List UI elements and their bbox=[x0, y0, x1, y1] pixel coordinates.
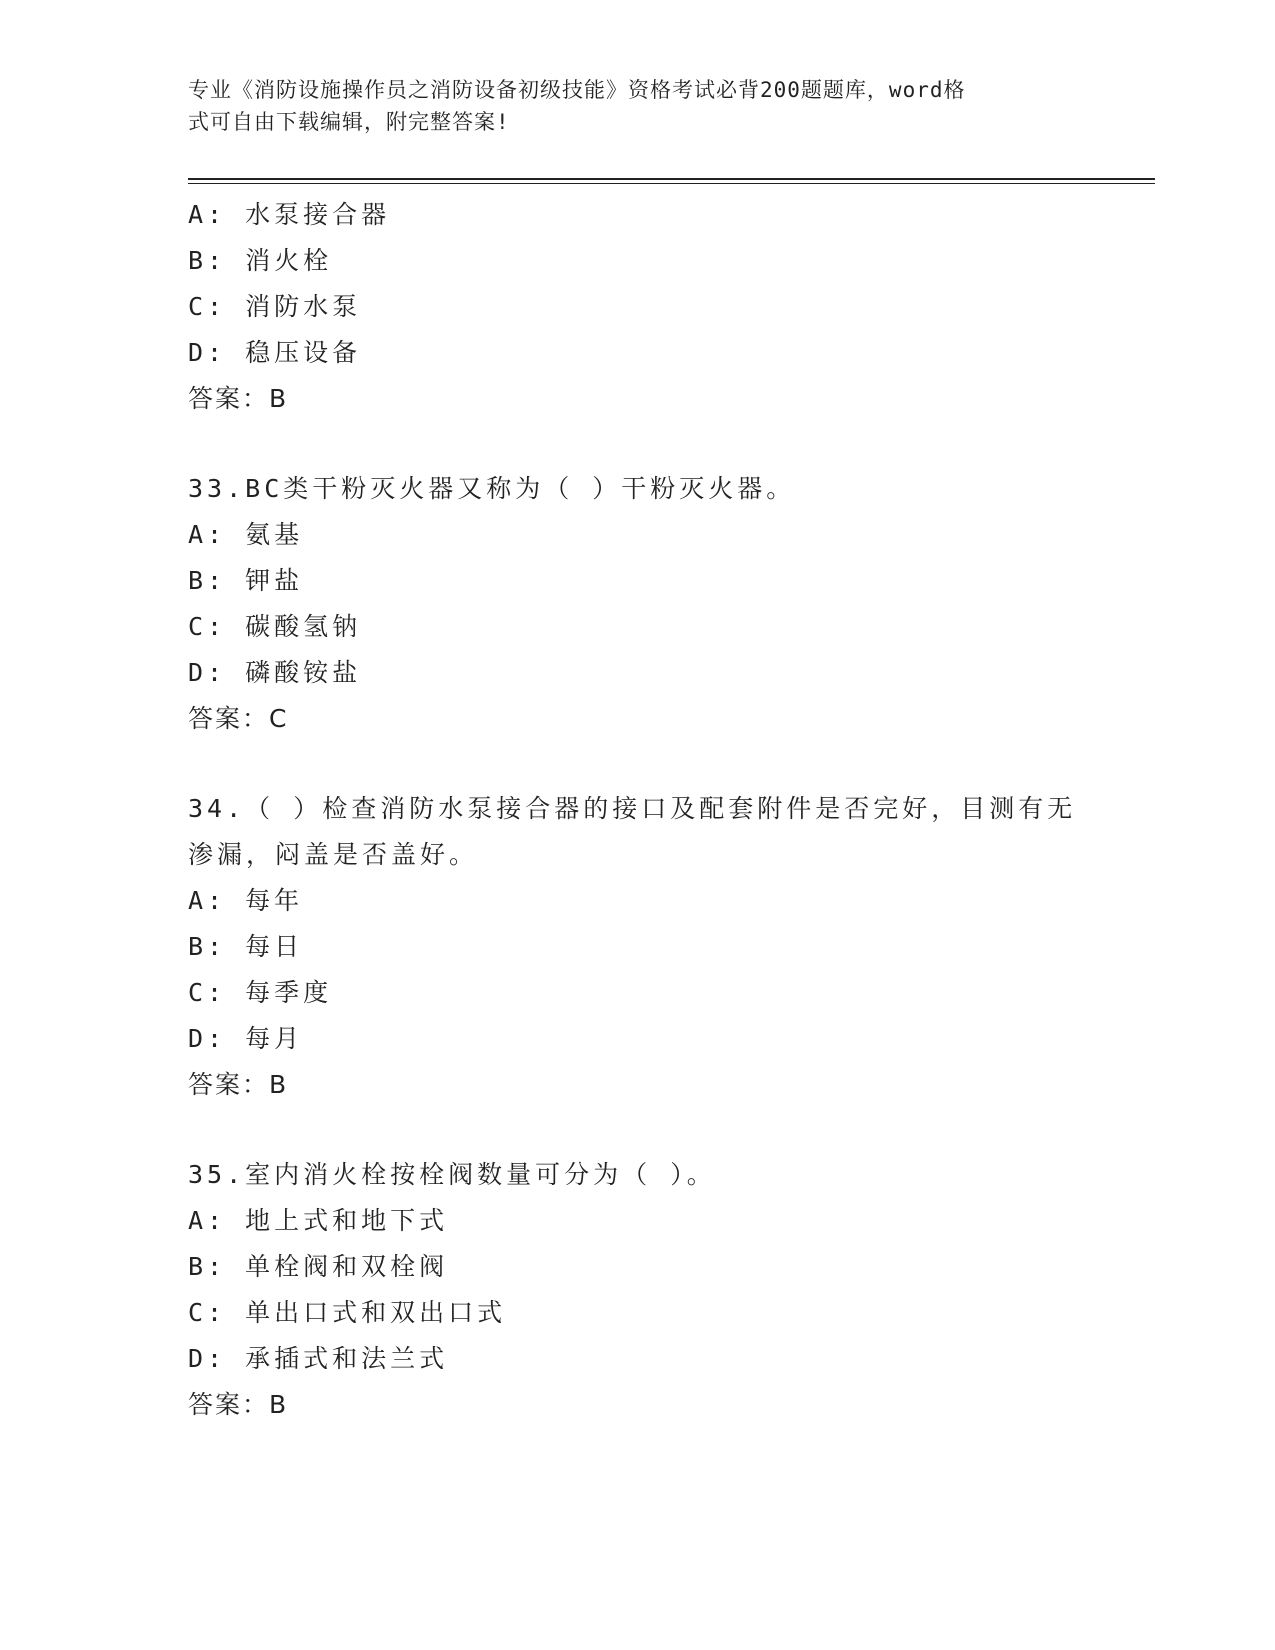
option-a: A: 每年 bbox=[188, 886, 304, 915]
option-c: C: 碳酸氢钠 bbox=[188, 612, 362, 641]
option-d: D: 磷酸铵盐 bbox=[188, 658, 362, 687]
header-line-2: 式可自由下载编辑，附完整答案! bbox=[188, 110, 510, 134]
question-title-line-2: 渗漏，闷盖是否盖好。 bbox=[188, 840, 479, 869]
header-rule-thick bbox=[188, 178, 1155, 180]
question-34 bbox=[188, 786, 1088, 1108]
option-b: B: 钾盐 bbox=[188, 566, 304, 595]
header-rule-thin bbox=[188, 183, 1155, 184]
question-title: 35.室内消火栓按栓阀数量可分为（ ）。 bbox=[188, 1160, 716, 1189]
answer: 答案：C bbox=[188, 704, 289, 733]
spacer bbox=[188, 742, 1088, 786]
question-title-line-1: 34.（ ）检查消防水泵接合器的接口及配套附件是否完好，目测有无 bbox=[188, 794, 1077, 823]
option-c: C: 单出口式和双出口式 bbox=[188, 1298, 507, 1327]
spacer bbox=[188, 1108, 1088, 1152]
option-a: A: 地上式和地下式 bbox=[188, 1206, 449, 1235]
question-33 bbox=[188, 466, 1088, 742]
spacer bbox=[188, 422, 1088, 466]
option-c: C: 每季度 bbox=[188, 978, 333, 1007]
answer: 答案：B bbox=[188, 384, 289, 413]
option-b: B: 单栓阀和双栓阀 bbox=[188, 1252, 449, 1281]
option-d: D: 每月 bbox=[188, 1024, 304, 1053]
answer: 答案：B bbox=[188, 1390, 289, 1419]
question-title: 33.BC类干粉灭火器又称为（ ）干粉灭火器。 bbox=[188, 474, 796, 503]
option-d: D: 承插式和法兰式 bbox=[188, 1344, 449, 1373]
document-header bbox=[188, 74, 1068, 138]
option-b: B: 每日 bbox=[188, 932, 304, 961]
option-b: B: 消火栓 bbox=[188, 246, 333, 275]
option-a: A: 水泵接合器 bbox=[188, 200, 391, 229]
option-a: A: 氨基 bbox=[188, 520, 304, 549]
question-32 bbox=[188, 192, 1088, 422]
answer: 答案：B bbox=[188, 1070, 289, 1099]
question-35 bbox=[188, 1152, 1088, 1428]
header-line-1: 专业《消防设施操作员之消防设备初级技能》资格考试必背200题题库，word格 bbox=[188, 78, 966, 102]
option-c: C: 消防水泵 bbox=[188, 292, 362, 321]
option-d: D: 稳压设备 bbox=[188, 338, 362, 367]
question-list bbox=[188, 192, 1088, 1428]
